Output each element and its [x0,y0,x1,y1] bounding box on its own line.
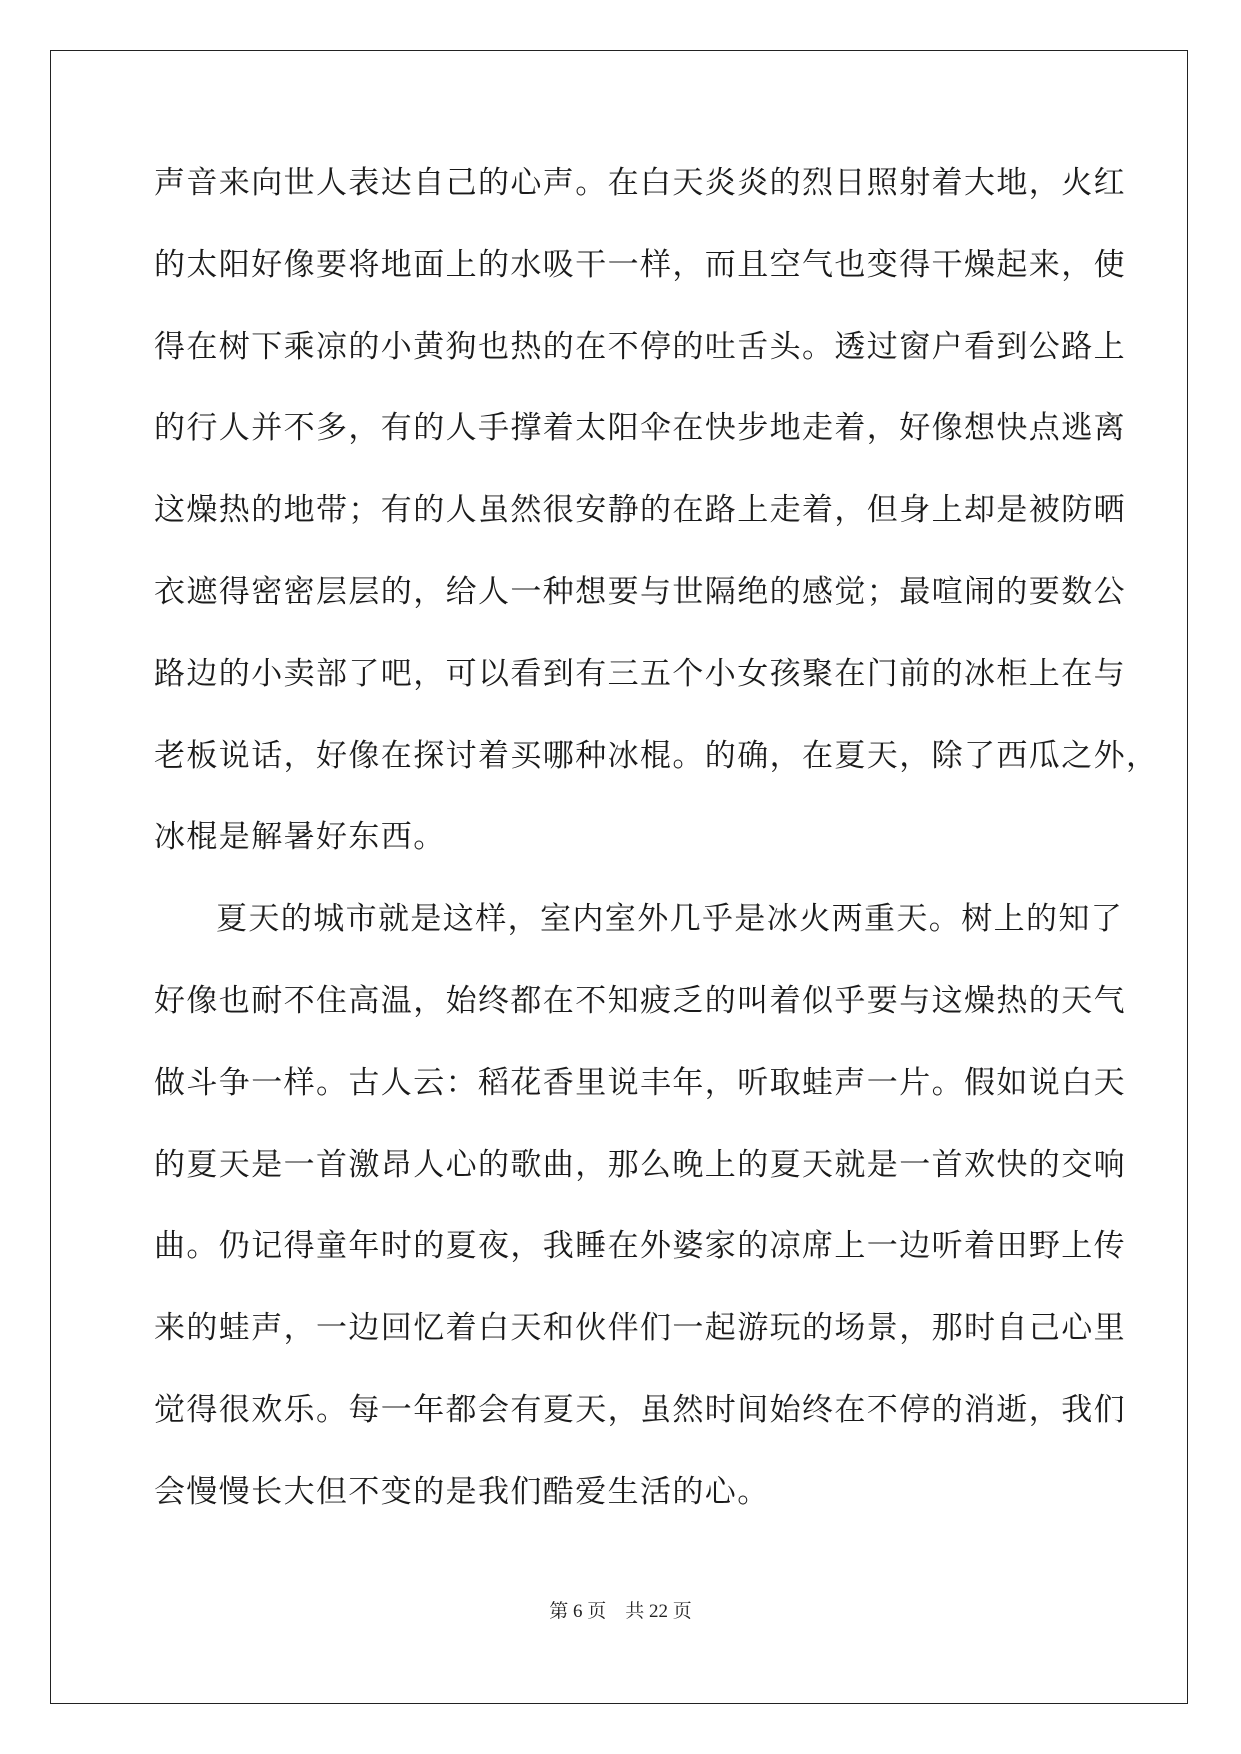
text-line: 的太阳好像要将地面上的水吸干一样，而且空气也变得干燥起来，使 [154,246,1126,283]
text-line: 路边的小卖部了吧，可以看到有三五个小女孩聚在门前的冰柜上在与 [154,655,1126,692]
text-line: 老板说话，好像在探讨着买哪种冰棍。的确，在夏天，除了西瓜之外， [154,737,1159,774]
body-text [154,158,1159,1549]
text-line: 声音来向世人表达自己的心声。在白天炎炎的烈日照射着大地，火红 [154,165,1126,201]
text-line: 这燥热的地带；有的人虽然很安静的在路上走着，但身上却是被防晒 [154,492,1126,529]
text-line: 做斗争一样。古人云：稻花香里说丰年，听取蛙声一片。假如说白天 [154,1064,1126,1101]
page-number: 第 6 页 共 22 页 [549,1601,692,1622]
text-line: 的行人并不多，有的人手撑着太阳伞在快步地走着，好像想快点逃离 [154,410,1126,447]
text-line: 好像也耐不住高温，始终都在不知疲乏的叫着似乎要与这燥热的天气 [154,982,1126,1019]
text-line: 曲。仍记得童年时的夏夜，我睡在外婆家的凉席上一边听着田野上传 [154,1228,1126,1265]
text-line: 得在树下乘凉的小黄狗也热的在不停的吐舌头。透过窗户看到公路上 [154,328,1126,365]
text-line: 来的蛙声，一边回忆着白天和伙伴们一起游玩的场景，那时自己心里 [154,1310,1126,1347]
text-line: 冰棍是解暑好东西。 [154,819,446,856]
paragraph-first-line: 夏天的城市就是这样，室内室外几乎是冰火两重天。树上的知了 [216,901,1124,938]
text-line: 觉得很欢乐。每一年都会有夏天，虽然时间始终在不停的消逝，我们 [154,1391,1126,1428]
text-line: 的夏天是一首激昂人心的歌曲，那么晚上的夏天就是一首欢快的交响 [154,1146,1126,1183]
text-line: 会慢慢长大但不变的是我们酷爱生活的心。 [154,1473,770,1510]
text-line: 衣遮得密密层层的，给人一种想要与世隔绝的感觉；最喧闹的要数公 [154,573,1126,610]
